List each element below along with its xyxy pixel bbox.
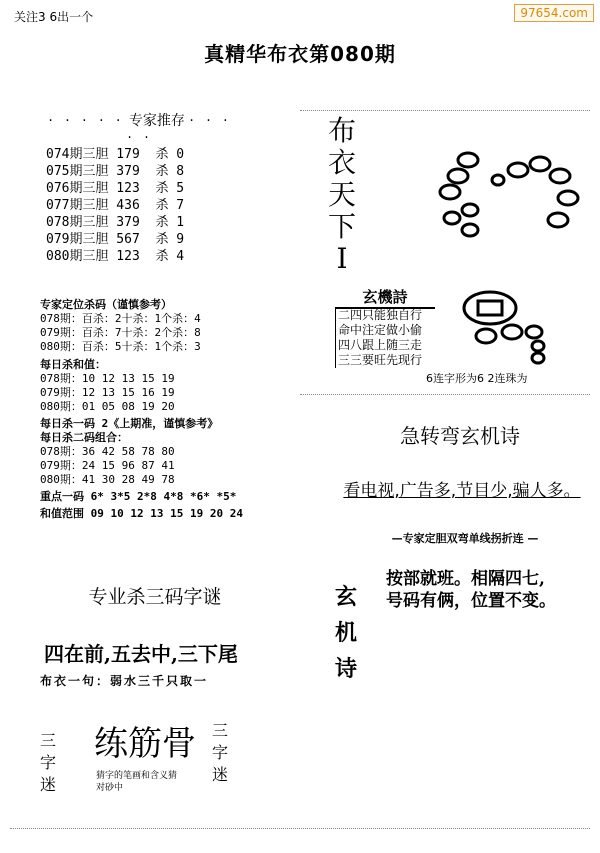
list-item: 079期：百杀：7十杀：2个杀：8 xyxy=(40,326,201,339)
list-item: 078期：36 42 58 78 80 xyxy=(40,445,175,458)
link-shape xyxy=(492,175,504,185)
link-shape xyxy=(444,212,460,224)
list-item: 075期三胆 379 杀 8 xyxy=(46,164,185,179)
sum-range: 和值范围 09 10 12 13 15 19 20 24 xyxy=(40,507,243,520)
expert-fixed-line: —专家定胆双弯单线拐折连 — xyxy=(391,532,539,545)
divider xyxy=(10,828,590,829)
list-item: 078期：百杀：2十杀：1个杀：4 xyxy=(40,312,201,325)
vertical-title xyxy=(322,115,362,275)
kill-code-section xyxy=(40,298,243,521)
list-item: 074期三胆 179 杀 0 xyxy=(46,147,185,162)
vertical-char: 诗 xyxy=(334,657,357,682)
coin-illustration xyxy=(456,288,556,368)
vertical-char: 衣 xyxy=(327,146,356,179)
vertical-char: 迷 xyxy=(212,765,229,784)
vertical-char: 字 xyxy=(40,753,57,772)
coin-hole xyxy=(478,301,502,315)
expert-list xyxy=(46,146,184,265)
top-note: 关注3 6出一个 xyxy=(14,10,94,24)
list-item: 078期三胆 379 杀 1 xyxy=(46,215,185,230)
link-shape xyxy=(462,224,478,236)
list-item: 080期：01 05 08 19 20 xyxy=(40,400,175,413)
list-item: 080期三胆 123 杀 4 xyxy=(46,249,185,264)
vertical-char: 下 xyxy=(327,210,356,243)
dot-divider: · · · · · xyxy=(48,113,125,129)
list-item: 077期三胆 436 杀 7 xyxy=(46,198,185,213)
verse-line: 按部就班。相隔四七, xyxy=(386,569,545,589)
vertical-char: 布 xyxy=(327,114,356,147)
buyi-line: 布衣一句：弱水三千只取一 xyxy=(40,674,209,688)
watermark-link[interactable]: 97654.com xyxy=(514,4,594,22)
list-item: 079期：12 13 15 16 19 xyxy=(40,386,175,399)
link-shape xyxy=(530,157,550,171)
link-shape xyxy=(462,204,478,216)
riddle-hint xyxy=(96,770,177,794)
section-heading: 专家定位杀码（谨慎参考） xyxy=(40,298,172,311)
link-shape xyxy=(550,169,570,183)
riddle-word: 练筋骨 xyxy=(94,724,196,764)
vertical-char: 玄 xyxy=(334,585,357,610)
riddle-title: 急转弯玄机诗 xyxy=(400,424,520,448)
vertical-char: 机 xyxy=(334,621,357,646)
list-item: 076期三胆 123 杀 5 xyxy=(46,181,185,196)
expert-heading-label: 专家推存 xyxy=(128,113,185,129)
poem-line: 二四只能独自行 xyxy=(338,308,423,322)
hint-line: 对砂中 xyxy=(96,783,124,793)
section-heading: 每日杀一码 2《上期准，谨慎参考》 xyxy=(40,417,219,430)
key-code: 重点一码 6* 3*5 2*8 4*8 *6* *5* xyxy=(40,490,237,503)
xuanji-vertical xyxy=(326,580,366,688)
sanzimi-left xyxy=(40,730,60,796)
link-shape xyxy=(532,341,544,351)
section-heading: 每日杀和值： xyxy=(40,358,106,371)
link-shape xyxy=(476,329,496,343)
divider xyxy=(300,110,590,111)
riddle-line: 四在前,五去中,三下尾 xyxy=(44,642,238,666)
kill-three-title: 专业杀三码字谜 xyxy=(88,586,222,608)
link-shape xyxy=(548,213,568,227)
tv-line: 看电视,广告多,节目少,骗人多。 xyxy=(343,481,581,501)
section-heading: 每日杀二码组合： xyxy=(40,431,128,444)
dot-divider: · · · · · xyxy=(127,113,232,146)
coin-shape xyxy=(464,292,516,324)
link-shape xyxy=(526,326,542,338)
anbu-verse xyxy=(386,568,556,612)
poem-line: 三三要旺先现行 xyxy=(338,353,423,367)
list-item: 079期三胆 567 杀 9 xyxy=(46,232,185,247)
verse-line: 号码有俩，位置不变。 xyxy=(386,591,556,611)
page-title: 真精华布衣第080期 xyxy=(204,42,396,66)
list-item: 080期：百杀：5十杀：1个杀：3 xyxy=(40,340,201,353)
chain-label: 6连字形为6 2连珠为 xyxy=(426,372,528,385)
coin-chain-illustration xyxy=(428,140,598,250)
link-shape xyxy=(502,325,522,339)
hint-line: 猜字的笔画和含义猜 xyxy=(96,771,178,781)
vertical-char: 字 xyxy=(212,743,229,762)
link-shape xyxy=(448,169,468,183)
list-item: 078期：10 12 13 15 19 xyxy=(40,372,175,385)
link-shape xyxy=(440,185,460,199)
poem-line: 命中注定做小偷 xyxy=(338,323,423,337)
vertical-char: 三 xyxy=(212,721,229,740)
vertical-char: I xyxy=(336,242,348,275)
poem-box xyxy=(335,308,438,368)
link-shape xyxy=(558,191,578,205)
list-item: 080期：41 30 28 49 78 xyxy=(40,473,175,486)
link-shape xyxy=(458,153,478,167)
expert-heading xyxy=(40,110,240,146)
divider xyxy=(300,394,590,395)
sanzimi-right xyxy=(212,720,232,786)
link-shape xyxy=(508,163,528,177)
list-item: 079期：24 15 96 87 41 xyxy=(40,459,175,472)
vertical-char: 天 xyxy=(327,178,356,211)
poem-line: 四八跟上随三走 xyxy=(338,338,423,352)
link-shape xyxy=(532,353,544,363)
poem-title: 玄機詩 xyxy=(335,286,435,309)
vertical-char: 迷 xyxy=(40,775,57,794)
vertical-char: 三 xyxy=(40,731,57,750)
